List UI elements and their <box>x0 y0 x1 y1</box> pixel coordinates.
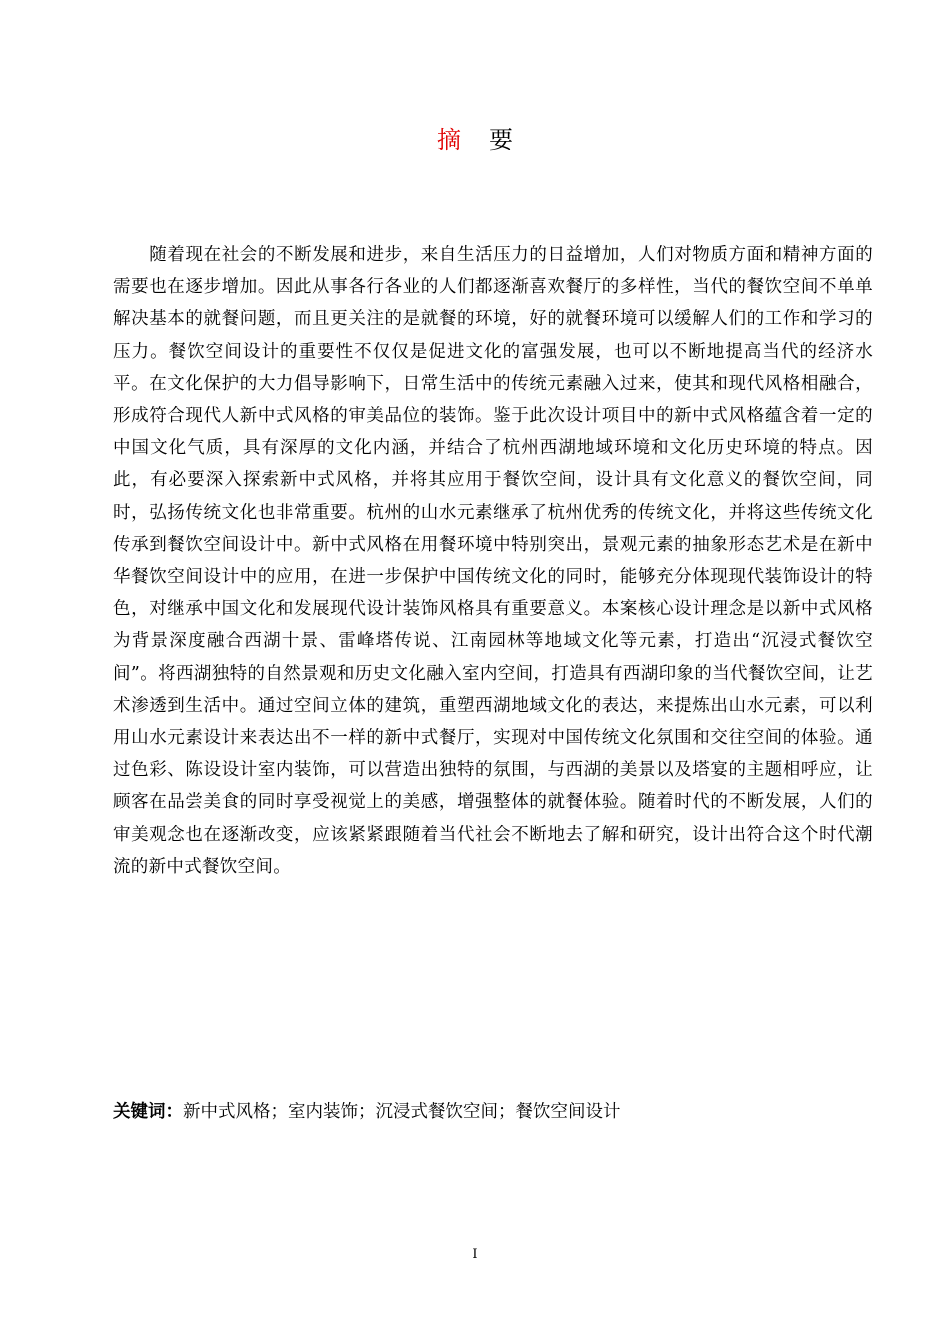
abstract-text: 随着现在社会的不断发展和进步，来自生活压力的日益增加，人们对物质方面和精神方面的需要也在逐步增加。因此从事各行各业的人们都逐渐喜欢餐厅的多样性，当代的餐饮空间不单单解决基本的就餐问题，而且更关注的是就餐的环境，好的就餐环境可以缓解人们的工作和学习的压力。餐饮空间设计的重要性不仅仅是促进文化的富强发展，也可以不断地提高当代的经济水平。在文化保护的大力倡导影响下，日常生活中的传统元素融入过来，使其和现代风格相融合，形成符合现代人新中式风格的审美品位的装饰。鉴于此次设计项目中的新中式风格蕴含着一定的中国文化气质，具有深厚的文化内涵，并结合了杭州西湖地域环境和文化历史环境的特点。因此，有必要深入探索新中式风格，并将其应用于餐饮空间，设计具有文化意义的餐饮空间，同时，弘扬传统文化也非常重要。杭州的山水元素继承了杭州优秀的传统文化，并将这些传统文化传承到餐饮空间设计中。新中式风格在用餐环境中特别突出，景观元素的抽象形态艺术是在新中华餐饮空间设计中的应用，在进一步保护中国传统文化的同时，能够充分体现现代装饰设计的特色，对继承中国文化和发展现代设计装饰风格具有重要意义。本案核心设计理念是以新中式风格为背景深度融合西湖十景、雷峰塔传说、江南园林等地域文化等元素，打造出“沉浸式餐饮空间”。将西湖独特的自然景观和历史文化融入室内空间，打造具有西湖印象的当代餐饮空间，让艺术渗透到生活中。通过空间立体的建筑，重塑西湖地域文化的表达，来提炼出山水元素，可以利用山水元素设计来表达出不一样的新中式餐厅，实现对中国传统文化氛围和交往空间的体验。通过色彩、陈设设计室内装饰，可以营造出独特的氛围，与西湖的美景以及塔宴的主题相呼应，让顾客在品尝美食的同时享受视觉上的美感，增强整体的就餐体验。随着时代的不断发展，人们的审美观念也在逐渐改变，应该紧紧跟随着当代社会不断地去了解和研究，设计出符合这个时代潮流的新中式餐饮空间。 <box>113 245 873 877</box>
page-number: I <box>472 1247 478 1262</box>
abstract-body <box>113 239 873 883</box>
keywords-value: 新中式风格；室内装饰；沉浸式餐饮空间；餐饮空间设计 <box>183 1102 621 1122</box>
keywords-label: 关键词： <box>113 1102 183 1122</box>
title-char-1: 摘 <box>437 126 461 154</box>
title-char-2: 要 <box>489 126 513 154</box>
abstract-title <box>0 124 950 156</box>
keywords-line <box>113 1096 873 1128</box>
